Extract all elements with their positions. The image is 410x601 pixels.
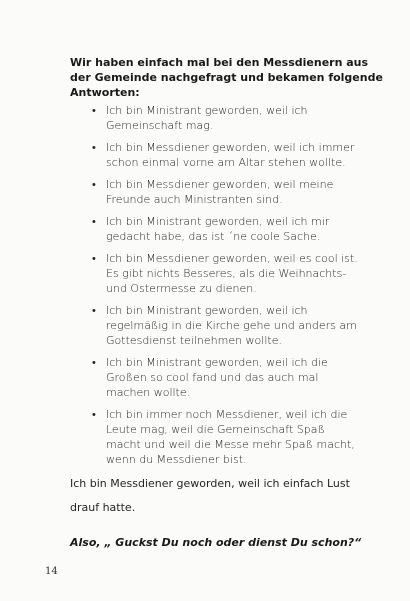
bullet-icon: • bbox=[92, 304, 96, 317]
bullet-icon: • bbox=[92, 408, 96, 421]
list-item bbox=[92, 303, 362, 348]
bullet-icon: • bbox=[92, 215, 96, 228]
list-item bbox=[92, 214, 362, 244]
list-item bbox=[92, 103, 362, 133]
list-item bbox=[92, 355, 362, 400]
list-item bbox=[92, 177, 362, 207]
answer-text: Ich bin Messdiener geworden, weil meine Freunde auch Ministranten sind. bbox=[106, 178, 334, 206]
bullet-icon: • bbox=[92, 252, 96, 265]
outro-paragraph: Ich bin Messdiener geworden, weil ich einfach Lust drauf hatte. bbox=[70, 477, 350, 514]
answers-list bbox=[92, 103, 362, 474]
answer-text: Ich bin Ministrant geworden, weil ich Gemeinschaft mag. bbox=[106, 104, 308, 132]
answer-text: Ich bin Ministrant geworden, weil ich regelmäßig in die Kirche gehe und anders am Gottesdienst teilnehmen wollte. bbox=[106, 304, 357, 347]
bullet-icon: • bbox=[92, 356, 96, 369]
answer-text: Ich bin Messdiener geworden, weil es cool ist. Es gibt nichts Besseres, als die Weihnachts- und Ostermesse zu dienen. bbox=[106, 252, 358, 295]
page-number: 14 bbox=[45, 566, 58, 577]
answer-text: Ich bin immer noch Messdiener, weil ich die Leute mag, weil die Gemeinschaft Spaß macht und weil die Messe mehr Spaß macht, wenn du Messdiener bist. bbox=[106, 408, 355, 466]
list-item bbox=[92, 251, 362, 296]
answer-text: Ich bin Messdiener geworden, weil ich immer schon einmal vorne am Altar stehen wollte. bbox=[106, 141, 355, 169]
closing-question: Also, „ Guckst Du noch oder dienst Du schon?“ bbox=[70, 536, 362, 549]
answer-text: Ich bin Ministrant geworden, weil ich mir gedacht habe, das ist ´ne coole Sache. bbox=[106, 215, 330, 243]
bullet-icon: • bbox=[92, 104, 96, 117]
list-item bbox=[92, 407, 362, 467]
intro-paragraph: Wir haben einfach mal bei den Messdienern aus der Gemeinde nachgefragt und bekamen folgende Antworten: bbox=[70, 56, 383, 99]
list-item bbox=[92, 140, 362, 170]
bullet-icon: • bbox=[92, 178, 96, 191]
bullet-icon: • bbox=[92, 141, 96, 154]
answer-text: Ich bin Ministrant geworden, weil ich die Großen so cool fand und das auch mal machen wollte. bbox=[106, 356, 328, 399]
